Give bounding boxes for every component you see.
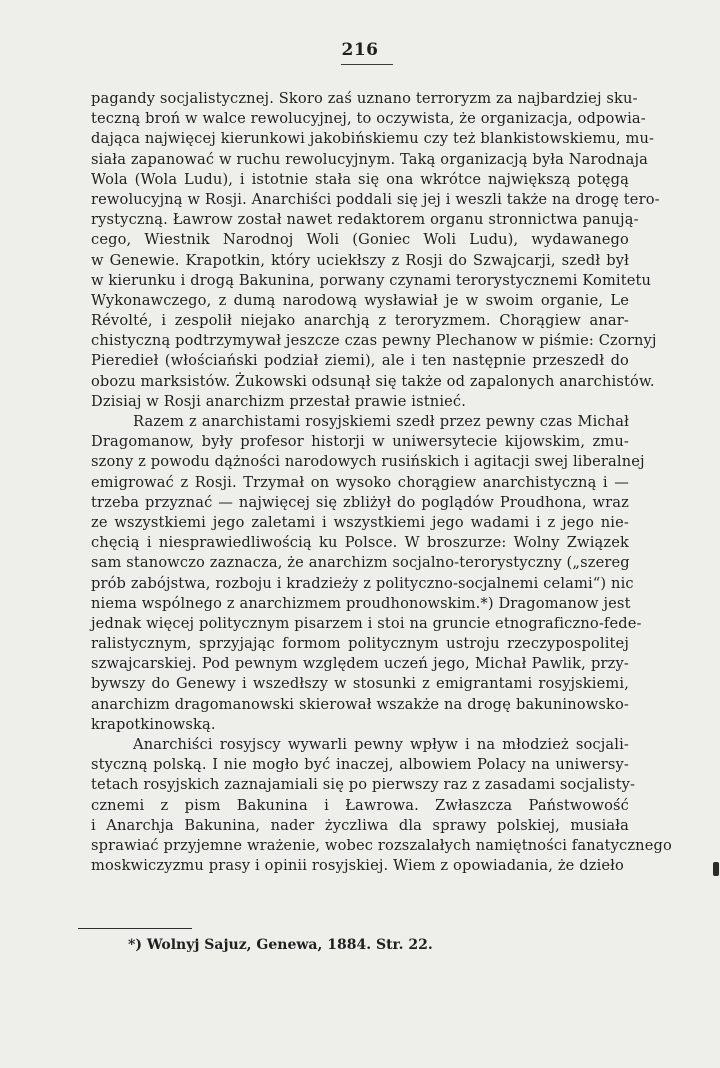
paragraph xyxy=(91,89,660,412)
body-text xyxy=(91,89,672,876)
text-line: bywszy do Genewy i wszedłszy w stosunki z emigrantami rosyjskiemi, xyxy=(91,675,629,693)
text-line: Razem z anarchistami rosyjskiemi szedł przez pewny czas Michał xyxy=(133,413,629,430)
page-number: 216 xyxy=(341,40,379,60)
paragraph xyxy=(91,412,645,735)
text-line: szony z powodu dążności narodowych rusińskich i agitacji swej liberalnej xyxy=(91,453,645,471)
text-line: anarchizm dragomanowski skierował wszakże na drogę bakuninowsko- xyxy=(91,695,629,713)
text-line: Anarchiści rosyjscy wywarli pewny wpływ i na młodzież socjali- xyxy=(133,736,629,753)
text-line: w kierunku i drogą Bakunina, porwany czynami terorystycznemi Komitetu xyxy=(91,271,652,289)
text-line: siała zapanować w ruchu rewolucyjnym. Taką organizacją była Narodnaja xyxy=(91,150,649,168)
text-line: krapotkinowską. xyxy=(91,715,216,733)
text-line: ze wszystkiemi jego zaletami i wszystkiemi jego wadami i z jego nie- xyxy=(91,513,629,531)
text-line: sam stanowczo zaznacza, że anarchizm socjalno-terorystyczny („szereg xyxy=(91,554,630,572)
text-line: Révolté, i zespolił niejako anarchją z teroryzmem. Chorągiew anar- xyxy=(91,312,629,330)
text-line: Wola (Wola Ludu), i istotnie stała się ona wkrótce największą potęgą xyxy=(91,170,629,188)
text-line: tetach rosyjskich zaznajamiali się po pierwszy raz z zasadami socjalisty- xyxy=(91,776,636,794)
scan-edge-mark xyxy=(713,862,719,876)
text-line: Pieredieł (włościański podział ziemi), ale i ten następnie przeszedł do xyxy=(91,352,629,370)
text-line: Wykonawczego, z dumą narodową wysławiał je w swoim organie, Le xyxy=(91,291,629,309)
text-line: obozu marksistów. Żukowski odsunął się także od zapalonych anarchistów. xyxy=(91,372,655,390)
text-line: emigrować z Rosji. Trzymał on wysoko chorągiew anarchistyczną i — xyxy=(91,473,629,491)
page-number-rule xyxy=(341,64,393,65)
text-line: rystyczną. Ławrow został nawet redaktorem organu stronnictwa panują- xyxy=(91,211,639,229)
footnote: *) Wolnyj Sajuz, Genewa, 1884. Str. 22. xyxy=(128,937,433,953)
text-line: jednak więcej politycznym pisarzem i stoi na gruncie etnograficzno-fede- xyxy=(91,614,642,632)
text-line: szwajcarskiej. Pod pewnym względem uczeń jego, Michał Pawlik, przy- xyxy=(91,655,629,673)
text-line: styczną polską. I nie mogło być inaczej, albowiem Polacy na uniwersy- xyxy=(91,756,629,774)
text-line: teczną broń w walce rewolucyjnej, to oczywista, że organizacja, odpowia- xyxy=(91,110,646,128)
footnote-rule xyxy=(78,928,192,929)
text-line: dająca najwięcej kierunkowi jakobińskiemu czy też blankistowskiemu, mu- xyxy=(91,130,655,148)
text-line: i Anarchja Bakunina, nader życzliwa dla sprawy polskiej, musiała xyxy=(91,816,629,834)
text-line: niema wspólnego z anarchizmem proudhonowskim.*) Dragomanow jest xyxy=(91,594,631,612)
paragraph xyxy=(91,735,672,876)
text-line: Dragomanow, były profesor historji w uniwersytecie kijowskim, zmu- xyxy=(91,433,629,451)
text-line: chęcią i niesprawiedliwością ku Polsce. W broszurze: Wolny Związek xyxy=(91,534,629,552)
text-line: sprawiać przyjemne wrażenie, wobec rozszalałych namiętności fanatycznego xyxy=(91,836,672,854)
text-line: cego, Wiestnik Narodnoj Woli (Goniec Woli Ludu), wydawanego xyxy=(91,231,629,249)
text-line: chistyczną podtrzymywał jeszcze czas pewny Plechanow w piśmie: Czornyj xyxy=(91,332,657,350)
text-line: moskwiczyzmu prasy i opinii rosyjskiej. Wiem z opowiadania, że dzieło xyxy=(91,857,624,875)
text-line: prób zabójstwa, rozboju i kradzieży z polityczno-socjalnemi celami“) nic xyxy=(91,574,634,592)
text-line: trzeba przyznać — najwięcej się zbliżył do poglądów Proudhona, wraz xyxy=(91,493,629,511)
text-line: w Genewie. Krapotkin, który uciekłszy z Rosji do Szwajcarji, szedł był xyxy=(91,251,629,269)
text-line: ralistycznym, sprzyjając formom politycznym ustroju rzeczypospolitej xyxy=(91,635,629,653)
text-line: rewolucyjną w Rosji. Anarchiści poddali się jej i weszli także na drogę tero- xyxy=(91,190,660,208)
text-line: pagandy socjalistycznej. Skoro zaś uznano terroryzm za najbardziej sku- xyxy=(91,90,638,107)
text-line: cznemi z pism Bakunina i Ławrowa. Zwłaszcza Państwowość xyxy=(91,796,629,814)
text-line: Dzisiaj w Rosji anarchizm przestał prawie istnieć. xyxy=(91,392,467,410)
